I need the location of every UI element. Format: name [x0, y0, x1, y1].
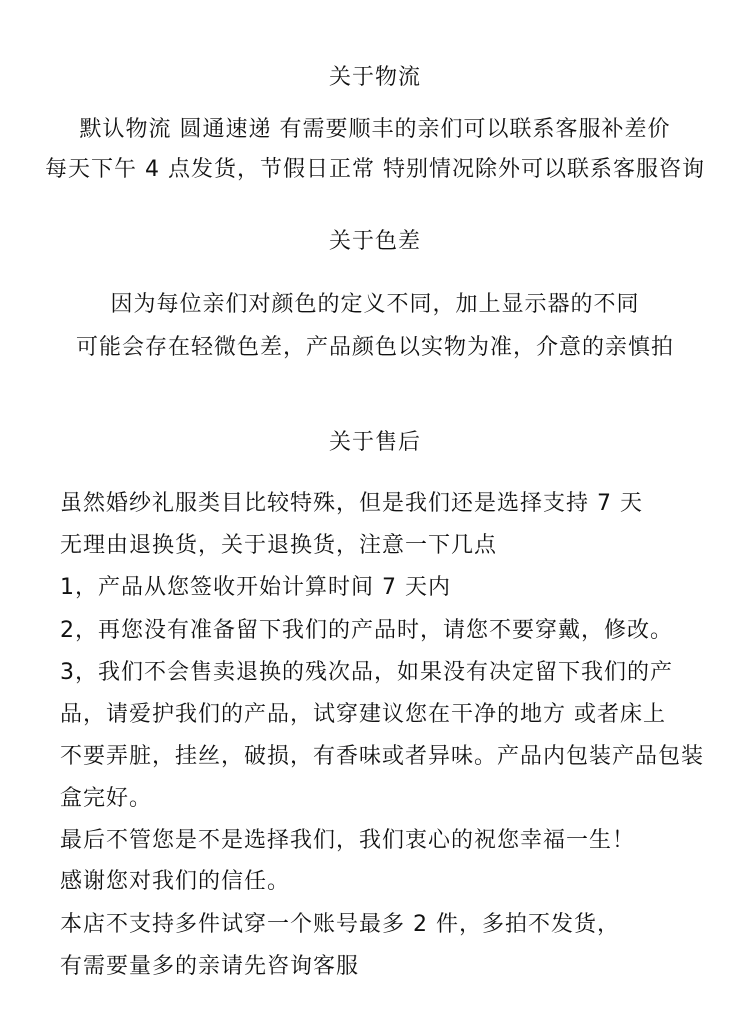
after-sales-line: 有需要量多的亲请先咨询客服 — [60, 954, 360, 979]
after-sales-line: 盒完好。 — [60, 786, 153, 811]
color-difference-line-2: 可能会存在轻微色差，产品颜色以实物为准，介意的亲慎拍 — [75, 335, 674, 360]
after-sales-line: 本店不支持多件试穿一个账号最多 2 件，多拍不发货， — [60, 912, 620, 937]
after-sales-line: 品，请爱护我们的产品，试穿建议您在干净的地方 或者床上 — [60, 702, 666, 727]
after-sales-line: 感谢您对我们的信任。 — [60, 869, 291, 894]
after-sales-line: 最后不管您是不是选择我们，我们衷心的祝您幸福一生！ — [60, 828, 636, 853]
after-sales-line: 2，再您没有准备留下我们的产品时，请您不要穿戴，修改。 — [60, 618, 673, 643]
after-sales-line: 不要弄脏，挂丝，破损，有香味或者异味。产品内包装产品包装 — [60, 744, 705, 769]
color-difference-line-1: 因为每位亲们对颜色的定义不同，加上显示器的不同 — [110, 292, 640, 317]
after-sales-line: 无理由退换货，关于退换货，注意一下几点 — [60, 533, 498, 558]
logistics-line-2: 每天下午 4 点发货，节假日正常 特别情况除外可以联系客服咨询 — [45, 157, 705, 182]
logistics-title: 关于物流 — [328, 65, 421, 90]
after-sales-title: 关于售后 — [328, 430, 421, 455]
after-sales-line: 1，产品从您签收开始计算时间 7 天内 — [60, 575, 451, 600]
color-difference-title: 关于色差 — [328, 229, 421, 254]
after-sales-line: 3，我们不会售卖退换的残次品，如果没有决定留下我们的产 — [60, 660, 673, 685]
after-sales-line: 虽然婚纱礼服类目比较特殊，但是我们还是选择支持 7 天 — [60, 491, 643, 516]
logistics-line-1: 默认物流 圆通速递 有需要顺丰的亲们可以联系客服补差价 — [79, 117, 671, 142]
